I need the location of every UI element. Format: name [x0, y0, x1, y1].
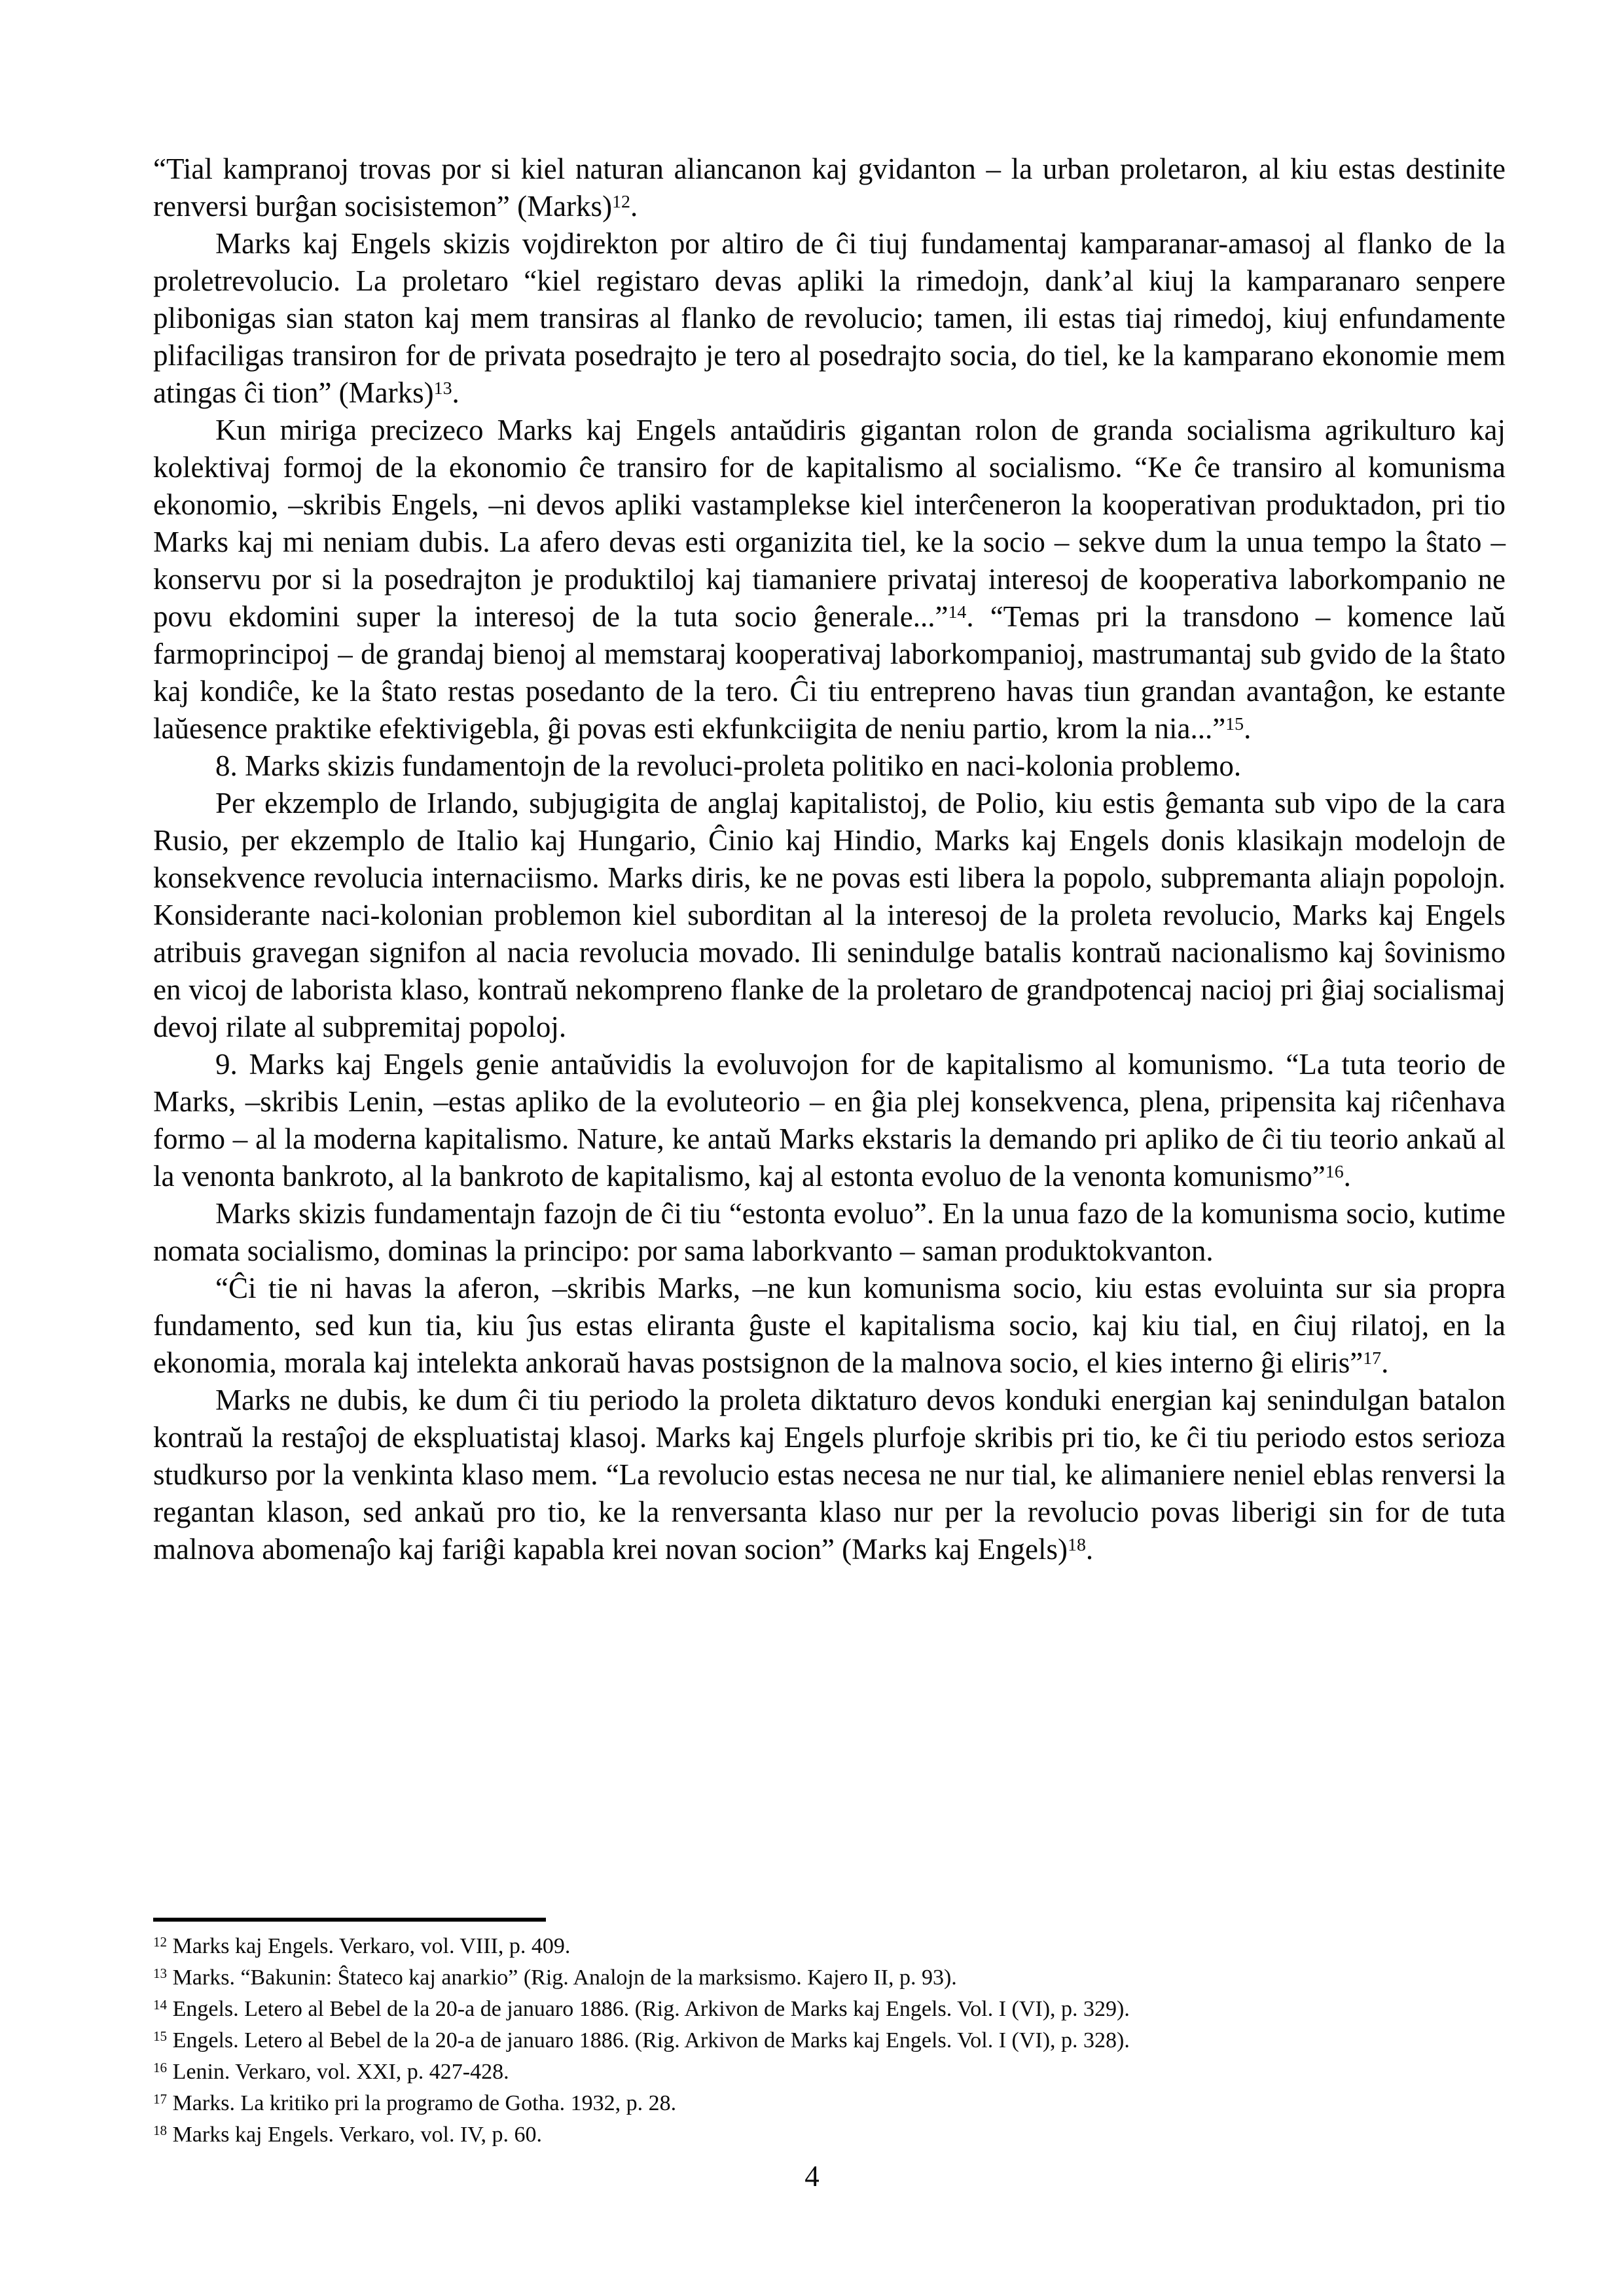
paragraph: 8. Marks skizis fundamentojn de la revoluci-proleta politiko en naci-kolonia problemo. — [215, 749, 1242, 782]
footnote-text: Marks. La kritiko pri la programo de Gotha. 1932, p. 28. — [167, 2091, 677, 2115]
footnote — [153, 1931, 1506, 1962]
paragraph: Marks skizis fundamentajn fazojn de ĉi tiu “estonta evoluo”. En la unua fazo de la komunisma socio, kutime nomata socialismo, dominas la principo: por sama laborkvanto – saman produktokvanton. — [153, 1197, 1506, 1267]
footnote-text: Engels. Letero al Bebel de la 20-a de januaro 1886. (Rig. Arkivon de Marks kaj Engels. Vol. I (VI), p. 328). — [167, 2028, 1130, 2053]
footnote-list — [153, 1931, 1506, 2151]
footnote-reference: 16 — [1325, 1161, 1344, 1182]
footnote — [153, 2025, 1506, 2056]
footnote-reference: 15 — [1225, 713, 1244, 734]
footnote-separator — [153, 1918, 546, 1922]
footnote-reference: 17 — [1363, 1348, 1382, 1369]
footnote — [153, 1994, 1506, 2025]
footnote-number: 13 — [153, 1965, 168, 1981]
paragraph: Per ekzemplo de Irlando, subjugigita de anglaj kapitalistoj, de Polio, kiu estis ĝemanta sub vipo de la cara Rusio, per ekzemplo de Italio kaj Hungario, Ĉinio kaj Hindio, Marks kaj Engels donis klasikajn modelojn de konsekvence revolucia internaciismo. Marks diris, ke ne povas esti libera la popolo, subpremanta aliajn popolojn. Konsiderante naci-kolonian problemon kiel suborditan al la interesoj de la proleta revolucio, Marks kaj Engels atribuis gravegan signifon al nacia revolucia movado. Ili senindulge batalis kontraŭ nacionalismo kaj ŝovinismo en vicoj de laborista klaso, kontraŭ nekompreno flanke de la proletaro de grandpotencaj nacioj pri ĝiaj socialismaj devoj rilate al subpremitaj popoloj. — [153, 787, 1506, 1043]
footnote-text: Marks. “Bakunin: Ŝtateco kaj anarkio” (Rig. Analojn de la marksismo. Kajero II, p. 93). — [167, 1965, 957, 1990]
footnote-text: Engels. Letero al Bebel de la 20-a de januaro 1886. (Rig. Arkivon de Marks kaj Engels. Vol. I (VI), p. 329). — [167, 1997, 1130, 2021]
footnote-reference: 13 — [433, 378, 452, 399]
footnote-number: 16 — [153, 2059, 168, 2075]
footnote-reference: 18 — [1068, 1534, 1086, 1555]
footnote — [153, 1962, 1506, 1994]
footnote-section — [153, 1918, 1506, 2151]
paragraph: “Ĉi tie ni havas la aferon, –skribis Marks, –ne kun komunisma socio, kiu estas evoluinta sur sia propra fundamento, sed kun tia, kiu ĵus estas eliranta ĝuste el kapitalisma socio, kaj kiu tial, en ĉiuj rilatoj, en la ekonomia, morala kaj intelekta ankoraŭ havas postsignon de la malnova socio, el kies interno ĝi eliris”$^{17}$. — [153, 1272, 1506, 1379]
paragraph: “Tial kampranoj trovas por si kiel naturan aliancanon kaj gvidanton – la urban proletaron, al kiu estas destinite renversi burĝan socisistemon” (Marks)$^{12}$. — [153, 152, 1506, 223]
footnote — [153, 2088, 1506, 2119]
footnote-number: 15 — [153, 2028, 168, 2044]
body-text — [153, 151, 1506, 1568]
footnote — [153, 2056, 1506, 2088]
footnote-number: 17 — [153, 2090, 168, 2107]
footnote — [153, 2119, 1506, 2151]
footnote-text: Lenin. Verkaro, vol. XXI, p. 427-428. — [167, 2060, 509, 2084]
footnote-number: 18 — [153, 2122, 168, 2138]
footnote-text: Marks kaj Engels. Verkaro, vol. IV, p. 60. — [167, 2123, 542, 2147]
paragraph: Kun miriga precizeco Marks kaj Engels antaŭdiris gigantan rolon de granda socialisma agrikulturo kaj kolektivaj formoj de la ekonomio ĉe transiro for de kapitalismo al socialismo. “Ke ĉe transiro al komunisma ekonomio, –skribis Engels, –ni devos apliki vastamplekse kiel interĉeneron la kooperativan produktadon, pri tio Marks kaj mi neniam dubis. La afero devas esti organizita tiel, ke la socio – sekve dum la unua tempo la ŝtato – konservu por si la posedrajton je produktiloj kaj tiamaniere privataj interesoj de kooperativa laborkompanio ne povu ekdomini super la interesoj de la tuta socio ĝenerale...”$^{14}$. “Temas pri la transdono – komence laŭ farmoprincipoj – de grandaj bienoj al memstaraj kooperativaj laborkompanioj, mastrumantaj sub gvido de la ŝtato kaj kondiĉe, ke la ŝtato restas posedanto de la tero. Ĉi tiu entrepreno havas tiun grandan avantaĝon, ke estante laŭesence praktike efektivigebla, ĝi povas esti ekfunkciigita de neniu partio, krom la nia...”$^{15}$. — [153, 414, 1506, 745]
footnote-number: 12 — [153, 1933, 168, 1950]
paragraph: 9. Marks kaj Engels genie antaŭvidis la evoluvojon for de kapitalismo al komunismo. “La tuta teorio de Marks, –skribis Lenin, –estas apliko de la evoluteorio – en ĝia plej konsekvenca, plena, pripensita kaj riĉenhava formo – al la moderna kapitalismo. Nature, ke antaŭ Marks ekstaris la demando pri apliko de ĉi tiu teorio ankaŭ al la venonta bankroto, al la bankroto de kapitalismo, kaj al estonta evoluo de la venonta komunismo”$^{16}$. — [153, 1048, 1506, 1193]
paragraph: Marks ne dubis, ke dum ĉi tiu periodo la proleta diktaturo devos konduki energian kaj senindulgan batalon kontraŭ la restaĵoj de ekspluatistaj klasoj. Marks kaj Engels plurfoje skribis pri tio, ke ĉi tiu periodo estos serioza studkurso por la venkinta klaso mem. “La revolucio estas necesa ne nur tial, ke alimaniere neniel eblas renversi la regantan klason, sed ankaŭ pro tio, ke la renversanta klaso nur per la revolucio povas liberigi sin for de tuta malnova abomenaĵo kaj fariĝi kapabla krei novan socion” (Marks kaj Engels)$^{18}$. — [153, 1384, 1506, 1566]
paragraph: Marks kaj Engels skizis vojdirekton por altiro de ĉi tiuj fundamentaj kamparanar-amasoj al flanko de la proletrevolucio. La proletaro “kiel registaro devas apliki la rimedojn, dank’al kiuj la kamparanaro senpere plibonigas sian staton kaj mem transiras al flanko de revolucio; tamen, ili estas tiaj rimedoj, kiuj enfundamente plifaciligas transiron for de privata posedrajto je tero al posedrajto socia, do tiel, ke la kamparano ekonomie mem atingas ĉi tion” (Marks)$^{13}$. — [153, 227, 1506, 409]
footnote-number: 14 — [153, 1996, 168, 2013]
footnote-reference: 12 — [612, 191, 630, 212]
page-number: 4 — [804, 2160, 820, 2193]
footnote-reference: 14 — [948, 601, 967, 622]
footnote-text: Marks kaj Engels. Verkaro, vol. VIII, p. 409. — [167, 1934, 571, 1958]
